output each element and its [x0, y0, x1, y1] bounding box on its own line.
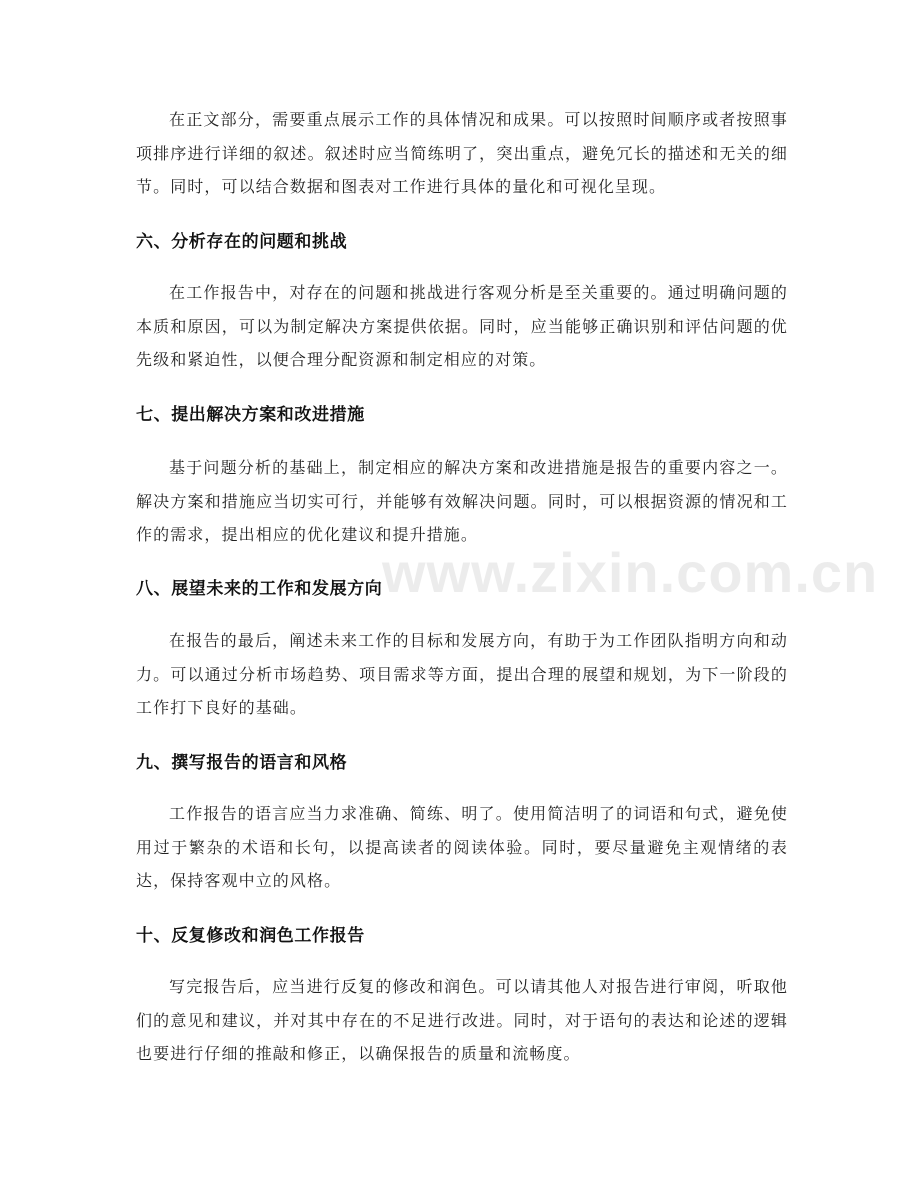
watermark: www.zixin.com.cn — [382, 541, 879, 604]
intro-paragraph: 在正文部分，需要重点展示工作的具体情况和成果。可以按照时间顺序或者按照事项排序进行详细的叙述。叙述时应当简练明了，突出重点，避免冗长的描述和无关的细节。同时，可以结合数据和图表对工作进行具体的量化和可视化呈现。 — [136, 110, 788, 196]
section-heading-8: 八、展望未来的工作和发展方向 — [136, 579, 383, 599]
section-heading-6: 六、分析存在的问题和挑战 — [136, 232, 348, 252]
section-heading-7: 七、提出解决方案和改进措施 — [136, 405, 365, 425]
section-body-10: 写完报告后，应当进行反复的修改和润色。可以请其他人对报告进行审阅，听取他们的意见和建议，并对其中存在的不足进行改进。同时，对于语句的表达和论述的逻辑也要进行仔细的推敲和修正，以确保报告的质量和流畅度。 — [136, 977, 788, 1063]
section-body-9: 工作报告的语言应当力求准确、简练、明了。使用简洁明了的词语和句式，避免使用过于繁杂的术语和长句，以提高读者的阅读体验。同时，要尽量避免主观情绪的表达，保持客观中立的风格。 — [136, 804, 788, 890]
section-heading-10: 十、反复修改和润色工作报告 — [136, 926, 365, 946]
section-heading-9: 九、撰写报告的语言和风格 — [136, 753, 348, 773]
section-body-8: 在报告的最后，阐述未来工作的目标和发展方向，有助于为工作团队指明方向和动力。可以通过分析市场趋势、项目需求等方面，提出合理的展望和规划，为下一阶段的工作打下良好的基础。 — [136, 631, 788, 717]
section-body-7: 基于问题分析的基础上，制定相应的解决方案和改进措施是报告的重要内容之一。解决方案和措施应当切实可行，并能够有效解决问题。同时，可以根据资源的情况和工作的需求，提出相应的优化建议和提升措施。 — [136, 458, 788, 544]
section-body-6: 在工作报告中，对存在的问题和挑战进行客观分析是至关重要的。通过明确问题的本质和原因，可以为制定解决方案提供依据。同时，应当能够正确识别和评估问题的优先级和紧迫性，以便合理分配资源和制定相应的对策。 — [136, 283, 788, 369]
